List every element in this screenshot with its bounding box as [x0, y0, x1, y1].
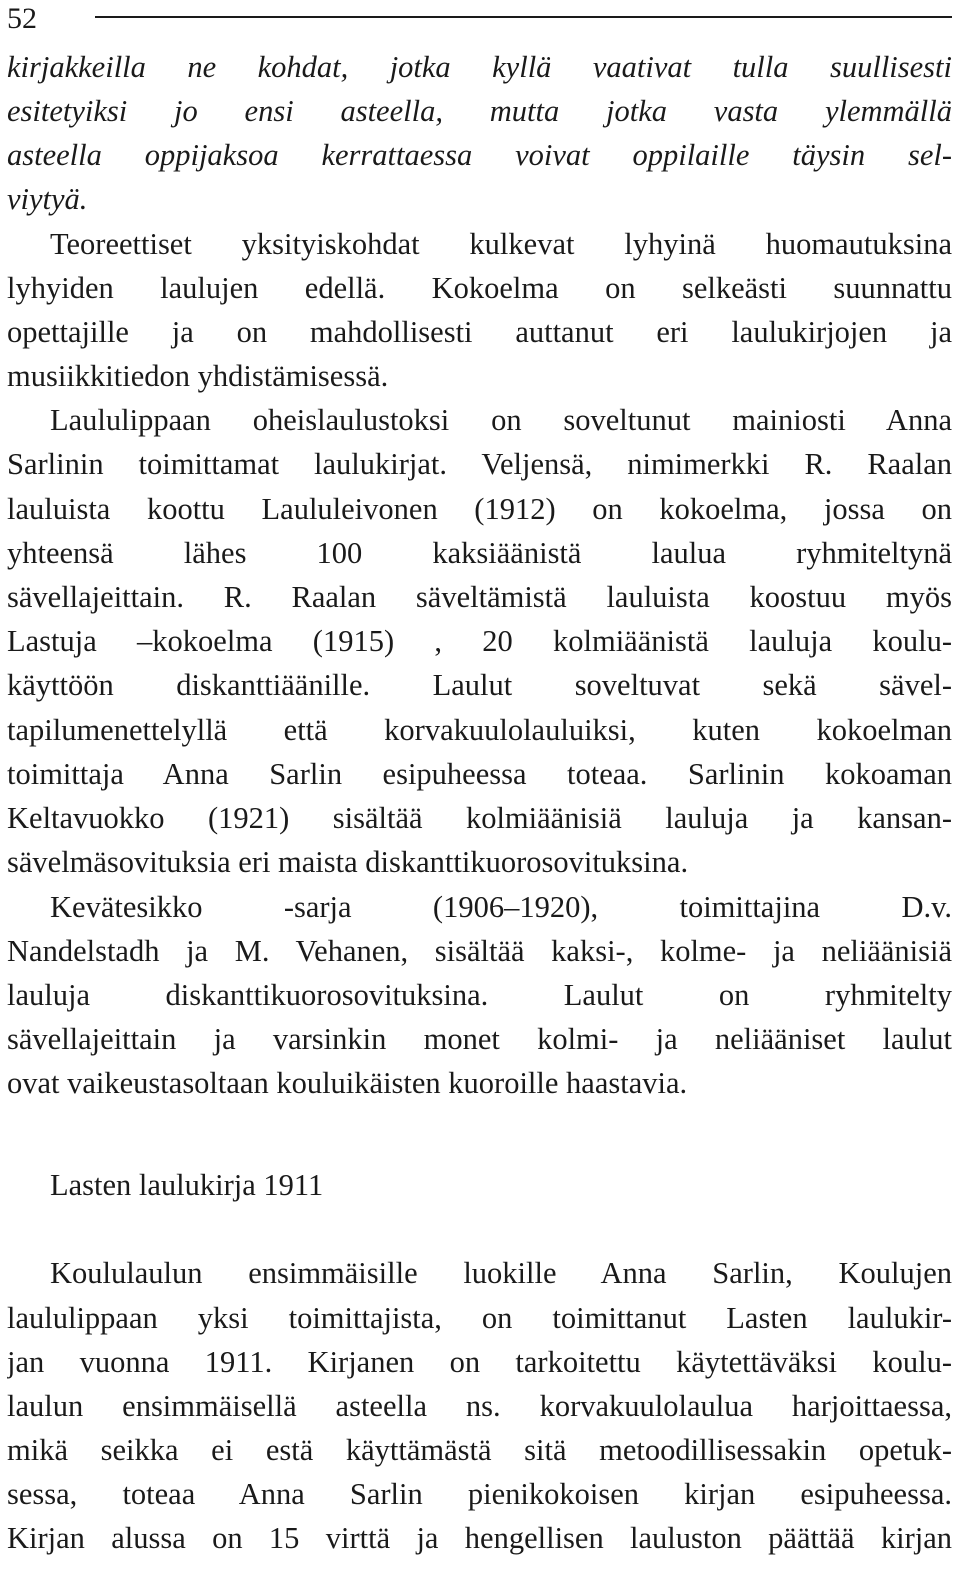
paragraph-4-line: sävellajeittain ja varsinkin monet kolmi- ja neliääniset laulut: [7, 1022, 952, 1056]
paragraph-5-line: sessa, toteaa Anna Sarlin pienikokoisen kirjan esipuheessa.: [7, 1477, 952, 1511]
paragraph-3-line: yhteensä lähes 100 kaksiäänistä laulua ryhmiteltynä: [7, 536, 952, 570]
paragraph-4-line: Nandelstadh ja M. Vehanen, sisältää kaksi-, kolme- ja neliäänisiä: [7, 934, 952, 968]
paragraph-3-line: toimittaja Anna Sarlin esipuheessa toteaa. Sarlinin kokoaman: [7, 757, 952, 791]
paragraph-5-line: laulun ensimmäisellä asteella ns. korvakuulolaulua harjoittaessa,: [7, 1389, 952, 1423]
paragraph-4-line: Kevätesikko -sarja (1906–1920), toimittajina D.v.: [50, 890, 952, 924]
paragraph-5-line: Kirjan alussa on 15 virttä ja hengellisen lauluston päättää kirjan: [7, 1521, 952, 1555]
paragraph-3-line: käyttöön diskanttiäänille. Laulut soveltuvat sekä sävel-: [7, 668, 952, 702]
paragraph-1-line: viytyä.: [7, 182, 88, 216]
section-heading: Lasten laulukirja 1911: [50, 1168, 324, 1202]
paragraph-2-line: Teoreettiset yksityiskohdat kulkevat lyhyinä huomautuksina: [50, 227, 952, 261]
paragraph-4-line: ovat vaikeustasoltaan kouluikäisten kuoroille haastavia.: [7, 1066, 688, 1100]
paragraph-3-line: lauluista koottu Laululeivonen (1912) on kokoelma, jossa on: [7, 492, 952, 526]
paragraph-3-line: Laululippaan oheislaulustoksi on soveltunut mainiosti Anna: [50, 403, 952, 437]
header-rule: [95, 16, 952, 18]
paragraph-1-line: kirjakkeilla ne kohdat, jotka kyllä vaativat tulla suullisesti: [7, 50, 952, 84]
paragraph-3-line: sävelmäsovituksia eri maista diskanttikuorosovituksina.: [7, 845, 689, 879]
paragraph-2-line: musiikkitiedon yhdistämisessä.: [7, 359, 389, 393]
paragraph-3-line: tapilumenettelyllä että korvakuulolauluiksi, kuten kokoelman: [7, 713, 952, 747]
paragraph-2-line: lyhyiden laulujen edellä. Kokoelma on selkeästi suunnattu: [7, 271, 952, 305]
paragraph-3-line: Sarlinin toimittamat laulukirjat. Veljensä, nimimerkki R. Raalan: [7, 447, 952, 481]
page-number: 52: [7, 2, 37, 35]
paragraph-1-line: esitetyiksi jo ensi asteella, mutta jotka vasta ylemmällä: [7, 94, 952, 128]
paragraph-3-line: Lastuja –kokoelma (1915) , 20 kolmiäänistä lauluja koulu-: [7, 624, 952, 658]
page-header: [7, 0, 952, 40]
paragraph-3-line: sävellajeittain. R. Raalan säveltämistä lauluista koostuu myös: [7, 580, 952, 614]
paragraph-5-line: mikä seikka ei estä käyttämästä sitä metoodillisessakin opetuk-: [7, 1433, 952, 1467]
paragraph-3-line: Keltavuokko (1921) sisältää kolmiäänisiä lauluja ja kansan-: [7, 801, 952, 835]
paragraph-5-line: jan vuonna 1911. Kirjanen on tarkoitettu käytettäväksi koulu-: [7, 1345, 952, 1379]
paragraph-5-line: laululippaan yksi toimittajista, on toimittanut Lasten laulukir-: [7, 1301, 952, 1335]
paragraph-4-line: lauluja diskanttikuorosovituksina. Laulut on ryhmitelty: [7, 978, 952, 1012]
paragraph-2-line: opettajille ja on mahdollisesti auttanut eri laulukirjojen ja: [7, 315, 952, 349]
paragraph-5-line: Koululaulun ensimmäisille luokille Anna Sarlin, Koulujen: [50, 1256, 952, 1290]
paragraph-1-line: asteella oppijaksoa kerrattaessa voivat oppilaille täysin sel-: [7, 138, 952, 172]
